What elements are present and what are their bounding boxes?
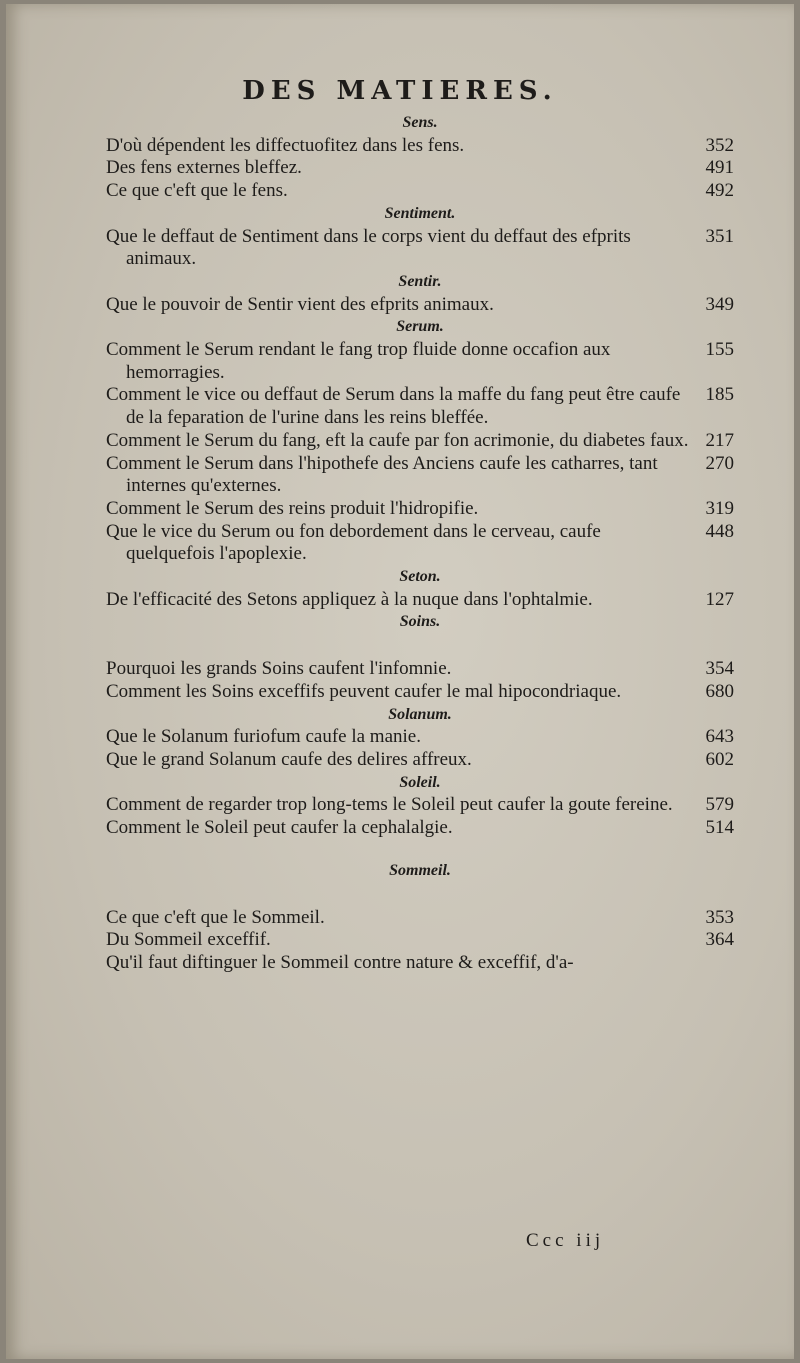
page-number: 349 <box>705 293 734 315</box>
entry-text: Comment le Serum rendant le fang trop fluide donne occafion aux hemorragies. <box>106 339 611 383</box>
entry-text: Comment le Serum du fang, eft la caufe par fon acrimonie, du diabetes faux. <box>106 429 689 451</box>
entry-text: Du Sommeil exceffif. <box>106 929 271 951</box>
section-heading: Seton. <box>399 568 441 586</box>
entry-text: Comment le vice ou deffaut de Serum dans la maffe du fang peut être caufe de la feparation de l'urine dans les reins bleffée. <box>106 384 681 429</box>
index-entry <box>106 157 734 180</box>
index-entry <box>106 589 734 612</box>
page-number: 155 <box>705 339 734 361</box>
page-number: 185 <box>705 384 734 406</box>
index-entry <box>106 498 734 521</box>
entry-text: Que le vice du Serum ou fon debordement dans le cerveau, caufe quelquefois l'apoplexie. <box>106 520 601 565</box>
index-entry <box>106 726 734 749</box>
signature-mark: Ccc iij <box>526 1230 605 1251</box>
entry-text: De l'efficacité des Setons appliquez à la nuque dans l'ophtalmie. <box>106 588 593 610</box>
page-number: 354 <box>705 658 734 680</box>
page-number: 492 <box>705 180 734 202</box>
entry-text: Ce que c'eft que le Sommeil. <box>106 906 325 928</box>
entry-text: Ce que c'eft que le fens. <box>106 180 288 202</box>
section-heading: Sentiment. <box>384 204 456 222</box>
entry-text: Comment le Serum dans l'hipothefe des Anciens caufe les catharres, tant internes qu'externes. <box>106 452 658 497</box>
page-number: 680 <box>705 680 734 702</box>
page-number: 352 <box>705 134 734 156</box>
page-number: 448 <box>705 520 734 542</box>
spacer <box>106 883 734 907</box>
index-entry <box>106 135 734 158</box>
index-entry <box>106 180 734 203</box>
page-number: 319 <box>705 497 734 519</box>
index-content <box>106 112 734 975</box>
book-page <box>6 4 794 1359</box>
entry-text: Que le grand Solanum caufe des delires affreux. <box>106 748 472 770</box>
spacer <box>106 634 734 658</box>
entry-text: Qu'il faut diftinguer le Sommeil contre nature & exceffif, d'a- <box>106 951 574 973</box>
index-entry <box>106 749 734 772</box>
page-number: 270 <box>705 452 734 474</box>
index-entry <box>106 681 734 704</box>
page-number: 127 <box>705 588 734 610</box>
section-heading: Sommeil. <box>389 861 451 879</box>
page-number: 602 <box>705 748 734 770</box>
index-entry <box>106 453 734 498</box>
page-number: 579 <box>705 794 734 816</box>
page-number: 491 <box>705 157 734 179</box>
entry-text: Comment les Soins exceffifs peuvent caufer le mal hipocondriaque. <box>106 680 622 702</box>
page-number: 643 <box>705 726 734 748</box>
index-entry <box>106 430 734 453</box>
index-entry <box>106 384 734 429</box>
index-entry <box>106 794 734 817</box>
index-entry <box>106 226 734 271</box>
index-entry <box>106 658 734 681</box>
index-entry <box>106 521 734 566</box>
index-entry <box>106 952 734 975</box>
entry-text: Comment le Soleil peut caufer la cephalalgie. <box>106 817 453 839</box>
section-heading: Soleil. <box>399 773 441 791</box>
page-number: 514 <box>705 817 734 839</box>
index-entry <box>106 929 734 952</box>
page-number: 351 <box>705 225 734 247</box>
entry-text: Comment le Serum des reins produit l'hidropifie. <box>106 497 479 519</box>
entry-text: Que le deffaut de Sentiment dans le corps vient du deffaut des efprits animaux. <box>106 225 631 270</box>
section-heading: Solanum. <box>388 705 452 723</box>
entry-text: D'où dépendent les diffectuofitez dans les fens. <box>106 134 465 156</box>
page-header: DES MATIERES. <box>242 76 558 106</box>
entry-text: Que le Solanum furiofum caufe la manie. <box>106 726 421 748</box>
page-number: 353 <box>705 906 734 928</box>
page-number: 364 <box>705 929 734 951</box>
entry-text: Que le pouvoir de Sentir vient des efprits animaux. <box>106 293 494 315</box>
index-entry <box>106 817 734 840</box>
entry-text: Comment de regarder trop long-tems le Soleil peut caufer la goute fereine. <box>106 794 673 816</box>
entry-text: Pourquoi les grands Soins caufent l'infomnie. <box>106 658 452 680</box>
section-heading: Soins. <box>399 613 441 631</box>
index-entry <box>106 907 734 930</box>
section-heading: Serum. <box>396 318 444 336</box>
section-heading: Sens. <box>402 114 438 131</box>
page-number: 217 <box>705 429 734 451</box>
section-heading: Sentir. <box>398 272 442 290</box>
index-entry <box>106 294 734 317</box>
entry-text: Des fens externes bleffez. <box>106 157 302 179</box>
index-entry <box>106 339 734 384</box>
